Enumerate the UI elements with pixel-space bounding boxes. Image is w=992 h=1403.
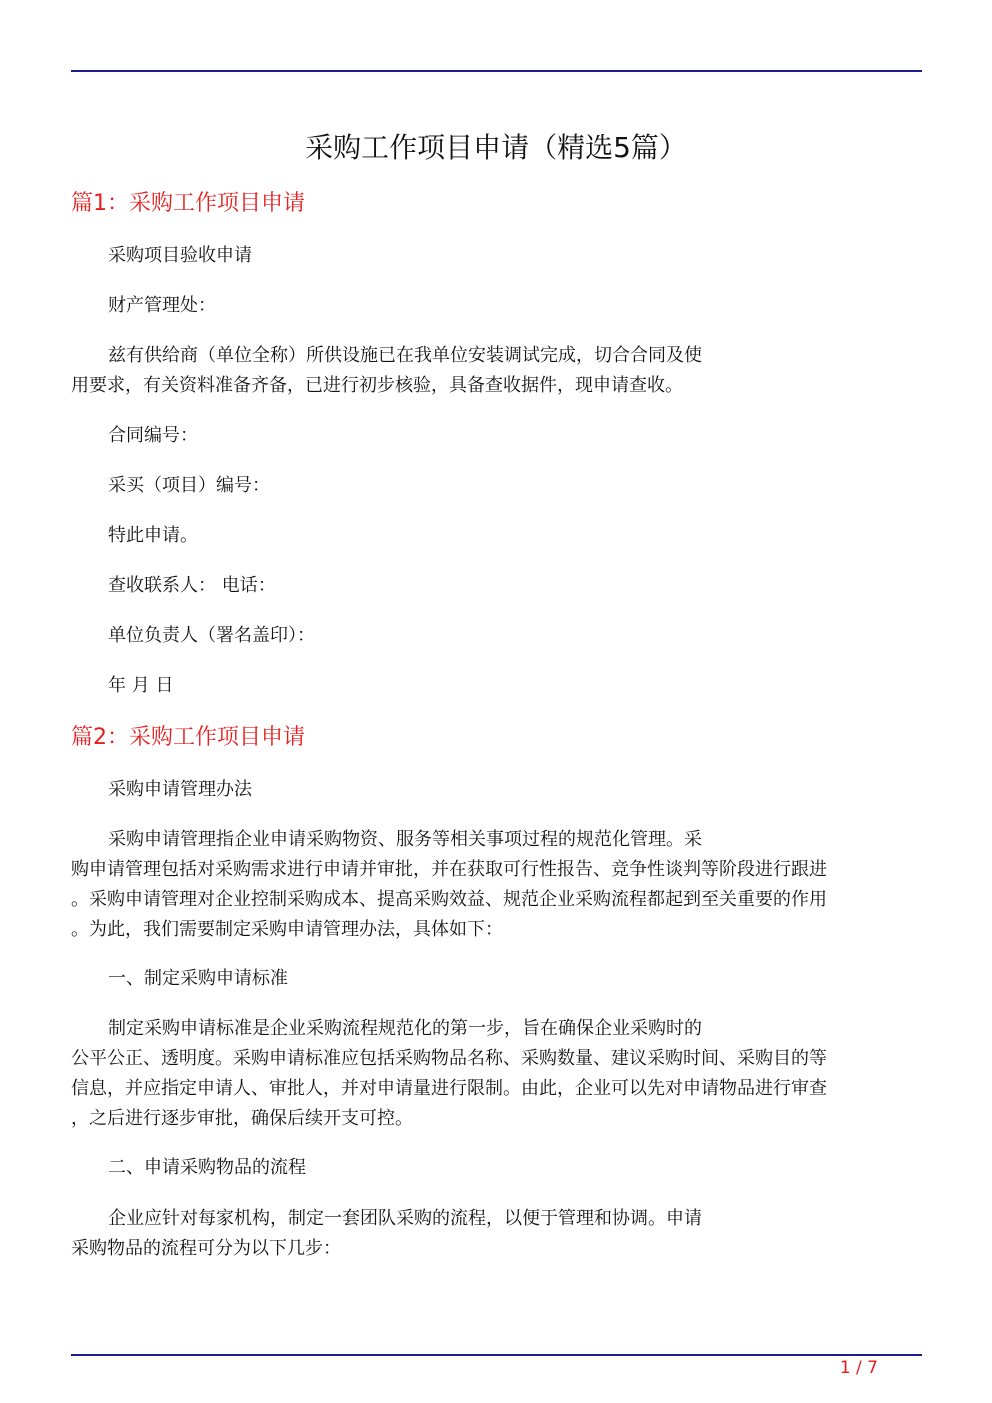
paragraph-line: 。为此，我们需要制定采购申请管理办法，具体如下： xyxy=(71,919,503,940)
paragraph: 特此申请。 xyxy=(108,525,198,546)
footer-rule xyxy=(71,1354,922,1356)
paragraph: 采买（项目）编号： xyxy=(108,475,270,496)
document-title: 采购工作项目申请（精选5篇） xyxy=(305,131,687,164)
paragraph: 采购申请管理办法 xyxy=(108,779,252,800)
paragraph: 查收联系人： 电话： xyxy=(108,575,276,596)
paragraph xyxy=(71,341,922,401)
paragraph xyxy=(71,825,922,945)
page-number: 1 / 7 xyxy=(839,1358,878,1378)
paragraph-line: 。采购申请管理对企业控制采购成本、提高采购效益、规范企业采购流程都起到至关重要的作用 xyxy=(71,889,827,910)
section-2-heading: 篇2：采购工作项目申请 xyxy=(71,725,305,750)
paragraph-line: 用要求，有关资料准备齐备，已进行初步核验，具备查收据件，现申请查收。 xyxy=(71,375,683,396)
paragraph-line: 公平公正、透明度。采购申请标准应包括采购物品名称、采购数量、建议采购时间、采购目的等 xyxy=(71,1048,827,1069)
paragraph-line: ，之后进行逐步审批，确保后续开支可控。 xyxy=(71,1108,413,1129)
paragraph-line: 采购申请管理指企业申请采购物资、服务等相关事项过程的规范化管理。采 xyxy=(108,829,702,850)
paragraph-line: 购申请管理包括对采购需求进行申请并审批，并在获取可行性报告、竞争性谈判等阶段进行跟进 xyxy=(71,859,827,880)
paragraph-line: 制定采购申请标准是企业采购流程规范化的第一步，旨在确保企业采购时的 xyxy=(108,1018,702,1039)
header-rule xyxy=(71,70,922,72)
paragraph-line: 兹有供给商（单位全称）所供设施已在我单位安装调试完成，切合合同及使 xyxy=(108,345,702,366)
paragraph xyxy=(71,1204,922,1264)
paragraph: 采购项目验收申请 xyxy=(108,245,252,266)
paragraph: 单位负责人（署名盖印）： xyxy=(108,625,315,646)
paragraph-line: 采购物品的流程可分为以下几步： xyxy=(71,1238,341,1259)
paragraph: 一、制定采购申请标准 xyxy=(108,968,288,989)
paragraph-line: 企业应针对每家机构，制定一套团队采购的流程，以便于管理和协调。申请 xyxy=(108,1208,702,1229)
paragraph: 年 月 日 xyxy=(108,675,174,696)
section-1-heading: 篇1：采购工作项目申请 xyxy=(71,191,305,216)
paragraph-line: 信息，并应指定申请人、审批人，并对申请量进行限制。由此，企业可以先对申请物品进行审查 xyxy=(71,1078,827,1099)
paragraph: 二、申请采购物品的流程 xyxy=(108,1157,306,1178)
paragraph: 合同编号： xyxy=(108,425,198,446)
paragraph: 财产管理处： xyxy=(108,295,216,316)
paragraph xyxy=(71,1014,922,1134)
